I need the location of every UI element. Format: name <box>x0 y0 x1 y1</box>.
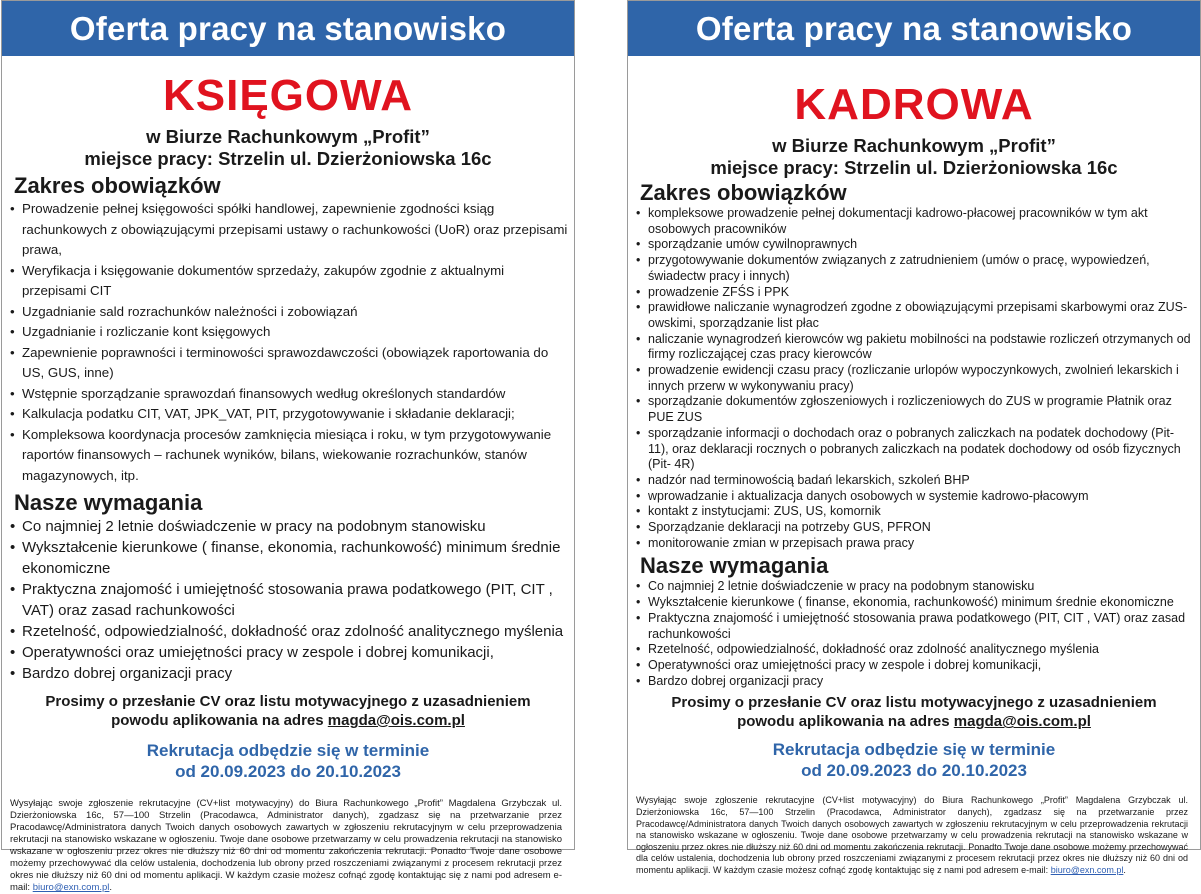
list-item: • Bardzo dobrej organizacji pracy <box>636 674 1194 690</box>
list-item: • Kalkulacja podatku CIT, VAT, JPK_VAT, PIT, przygotowywanie i składanie deklaracji; <box>10 404 568 425</box>
list-item: • Rzetelność, odpowiedzialność, dokładność oraz zdolność analitycznego myślenia <box>636 642 1194 658</box>
application-email-link[interactable]: magda@ois.com.pl <box>327 712 465 729</box>
list-item: • sporządzanie umów cywilnoprawnych <box>636 237 1194 253</box>
job-offer-card-hr <box>627 0 1201 875</box>
application-line: Prosimy o przesłanie CV oraz listu motywacyjnego z uzasadnieniem <box>45 693 531 710</box>
application-line-prefix: powodu aplikowania na adres <box>737 713 954 731</box>
work-location: miejsce pracy: Strzelin ul. Dzierżoniowska 16c <box>710 156 1118 178</box>
gdpr-clause <box>10 798 562 894</box>
list-item: • Wstępnie sporządzanie sprawozdań finansowych według określonych standardów <box>10 384 568 405</box>
recruitment-dates: od 20.09.2023 do 20.10.2023 <box>175 762 401 781</box>
application-instructions <box>628 693 1200 731</box>
list-item: • Zapewnienie poprawności i terminowości sprawozdawczości (obowiązek raportowania do US, GUS, inne) <box>10 343 568 384</box>
list-item: • Kompleksowa koordynacja procesów zamknięcia miesiąca i roku, w tym przygotowywanie raportów finansowych – rachunek wyników, bilans, wiekowanie rozrachunków, stanów magazynowych, itp. <box>10 425 568 487</box>
application-line-email <box>2 711 574 730</box>
workplace-info <box>2 126 574 169</box>
list-item: • Wykształcenie kierunkowe ( finanse, ekonomia, rachunkowość) minimum średnie ekonomiczne <box>636 595 1194 611</box>
list-item: • nadzór nad terminowością badań lekarskich, szkoleń BHP <box>636 473 1194 489</box>
gdpr-end: . <box>1123 864 1126 875</box>
position-title: KSIĘGOWA <box>162 71 414 120</box>
requirements-heading: Nasze wymagania <box>640 553 829 579</box>
recruitment-dates: od 20.09.2023 do 20.10.2023 <box>801 761 1027 781</box>
application-email-link[interactable]: magda@ois.com.pl <box>953 713 1091 731</box>
list-item: • przygotowywanie dokumentów związanych z zatrudnieniem (umów o pracę, wypowiedzeń, świadectw pracy i innych) <box>636 253 1194 284</box>
gdpr-email-link[interactable]: biuro@exn.com.pl <box>1050 864 1124 875</box>
requirements-list <box>2 516 574 684</box>
list-item: • wprowadzanie i aktualizacja danych osobowych w systemie kadrowo-płacowym <box>636 489 1194 505</box>
requirements-list <box>628 579 1200 689</box>
offer-banner: Oferta pracy na stanowisko <box>2 1 574 56</box>
duties-list <box>2 199 574 486</box>
application-instructions <box>2 692 574 730</box>
list-item: • prowadzenie ZFŚS i PPK <box>636 285 1194 301</box>
list-item: • Prowadzenie pełnej księgowości spółki handlowej, zapewnienie zgodności ksiąg rachunkowych z obowiązującymi przepisami ustawy o rachunkowości (UoR) oraz przepisami prawa, <box>10 199 568 261</box>
office-name: w Biurze Rachunkowym „Profit” <box>146 126 430 147</box>
list-item: • Co najmniej 2 letnie doświadczenie w pracy na podobnym stanowisku <box>10 516 568 537</box>
list-item: • sporządzanie dokumentów zgłoszeniowych i rozliczeniowych do ZUS w programie Płatnik oraz PUE ZUS <box>636 394 1194 425</box>
work-location: miejsce pracy: Strzelin ul. Dzierżoniowska 16c <box>84 147 492 169</box>
list-item: • prowadzenie ewidencji czasu pracy (rozliczanie urlopów wypoczynkowych, zwolnień lekarskich i innych przerw w wykonywaniu pracy) <box>636 363 1194 394</box>
list-item: • Uzgadnianie i rozliczanie kont księgowych <box>10 322 568 343</box>
list-item: • Operatywności oraz umiejętności pracy w zespole i dobrej komunikacji, <box>636 658 1194 674</box>
duties-heading: Zakres obowiązków <box>14 173 221 198</box>
recruitment-period <box>2 740 574 782</box>
application-line-email <box>628 712 1200 731</box>
list-item: • Praktyczna znajomość i umiejętność stosowania prawa podatkowego (PIT, CIT , VAT) oraz zasad rachunkowości <box>10 579 568 621</box>
list-item: • Rzetelność, odpowiedzialność, dokładność oraz zdolność analitycznego myślenia <box>10 621 568 642</box>
duties-heading: Zakres obowiązków <box>640 180 847 205</box>
workplace-info <box>628 135 1200 178</box>
list-item: • Sporządzanie deklaracji na potrzeby GUS, PFRON <box>636 520 1194 536</box>
list-item: • Operatywności oraz umiejętności pracy w zespole i dobrej komunikacji, <box>10 642 568 663</box>
office-name: w Biurze Rachunkowym „Profit” <box>772 135 1056 156</box>
gdpr-text: Wysyłając swoje zgłoszenie rekrutacyjne (CV+list motywacyjny) do Biura Rachunkowego „Profit” Magdalena Grzybczak ul. Dzierżoniowska 16c, 57—100 Strzelin (Pracodawca, Administrator danych), zgadzasz się na przetwarzanie przez Pracodawcę/Administratora danych Twoich danych osobowych zawartych w zgłoszeniu rekrutacyjnym w celu przeprowadzenia rekrutacji na stanowisko wskazane w ogłoszeniu. Twoje dane osobowe przetwarzamy w celu prowadzenia rekrutacji na stanowisko wskazane w ogłoszeniu przez okres nie dłuższy niż 60 dni od momentu zakończenia rekrutacji. Ponadto Twoje dane osobowe możemy przechowywać dla celów ustalenia, dochodzenia lub obrony przed roszczeniami związanymi z procesem rekrutacji przez okres nie dłuższy niż 60 dni od momentu aplikacji. W każdym czasie możesz cofnąć zgodę kontaktując się z nami pod adresem e-mail: <box>636 795 1188 875</box>
position-title: KADROWA <box>794 80 1034 129</box>
list-item: • kontakt z instytucjami: ZUS, US, komornik <box>636 504 1194 520</box>
list-item: • Wykształcenie kierunkowe ( finanse, ekonomia, rachunkowość) minimum średnie ekonomiczne <box>10 537 568 579</box>
list-item: • Bardzo dobrej organizacji pracy <box>10 663 568 684</box>
list-item: • naliczanie wynagrodzeń kierowców wg pakietu mobilności na podstawie rozliczeń otrzymanych od firmy rozliczającej czas pracy kierowców <box>636 332 1194 363</box>
list-item: • Praktyczna znajomość i umiejętność stosowania prawa podatkowego (PIT, CIT , VAT) oraz zasad rachunkowości <box>636 611 1194 642</box>
application-line: Prosimy o przesłanie CV oraz listu motywacyjnego z uzasadnieniem <box>671 694 1157 712</box>
gdpr-clause <box>636 795 1188 876</box>
recruitment-period <box>628 739 1200 781</box>
list-item: • kompleksowe prowadzenie pełnej dokumentacji kadrowo-płacowej pracowników w tym akt osobowych pracowników <box>636 206 1194 237</box>
requirements-heading: Nasze wymagania <box>14 490 203 515</box>
list-item: • Co najmniej 2 letnie doświadczenie w pracy na podobnym stanowisku <box>636 579 1194 595</box>
application-line-prefix: powodu aplikowania na adres <box>111 712 328 729</box>
recruitment-line: Rekrutacja odbędzie się w terminie <box>146 741 430 760</box>
duties-list <box>628 206 1200 551</box>
list-item: • monitorowanie zmian w przepisach prawa pracy <box>636 536 1194 552</box>
gdpr-email-link[interactable]: biuro@exn.com.pl <box>32 882 110 893</box>
offer-banner: Oferta pracy na stanowisko <box>628 1 1200 56</box>
list-item: • Uzgadnianie sald rozrachunków należności i zobowiązań <box>10 302 568 323</box>
recruitment-line: Rekrutacja odbędzie się w terminie <box>772 740 1056 760</box>
job-offer-card-accountant <box>1 0 575 893</box>
list-item: • prawidłowe naliczanie wynagrodzeń zgodne z obowiązującymi przepisami skarbowymi oraz ZUS-owskimi, sporządzanie list płac <box>636 300 1194 331</box>
gdpr-end: . <box>109 882 113 893</box>
list-item: • sporządzanie informacji o dochodach oraz o pobranych zaliczkach na podatek dochodowy (Pit-11), oraz deklaracji rocznych o pobranych zaliczkach na podatek dochodowy od osób fizycznych (Pit- 4R) <box>636 426 1194 473</box>
gdpr-text: Wysyłając swoje zgłoszenie rekrutacyjne (CV+list motywacyjny) do Biura Rachunkowego „Profit” Magdalena Grzybczak ul. Dzierżoniowska 16c, 57—100 Strzelin (Pracodawca, Administrator danych), zgadzasz się na przetwarzanie przez Pracodawcę/Administratora danych Twoich danych osobowych zawartych w zgłoszeniu rekrutacyjnym w celu przeprowadzenia rekrutacji na stanowisko wskazane w ogłoszeniu. Twoje dane osobowe przetwarzamy w celu prowadzenia rekrutacji na stanowisko wskazane w ogłoszeniu przez okres nie dłuższy niż 60 dni od momentu zakończenia rekrutacji. Ponadto Twoje dane osobowe możemy przechowywać dla celów ustalenia, dochodzenia lub obrony przed roszczeniami związanymi z procesem rekrutacji przez okres nie dłuższy niż 60 dni od momentu aplikacji. W każdym czasie możesz cofnąć zgodę kontaktując się z nami pod adresem e-mail: <box>10 798 562 893</box>
list-item: • Weryfikacja i księgowanie dokumentów sprzedaży, zakupów zgodnie z aktualnymi przepisami CIT <box>10 261 568 302</box>
